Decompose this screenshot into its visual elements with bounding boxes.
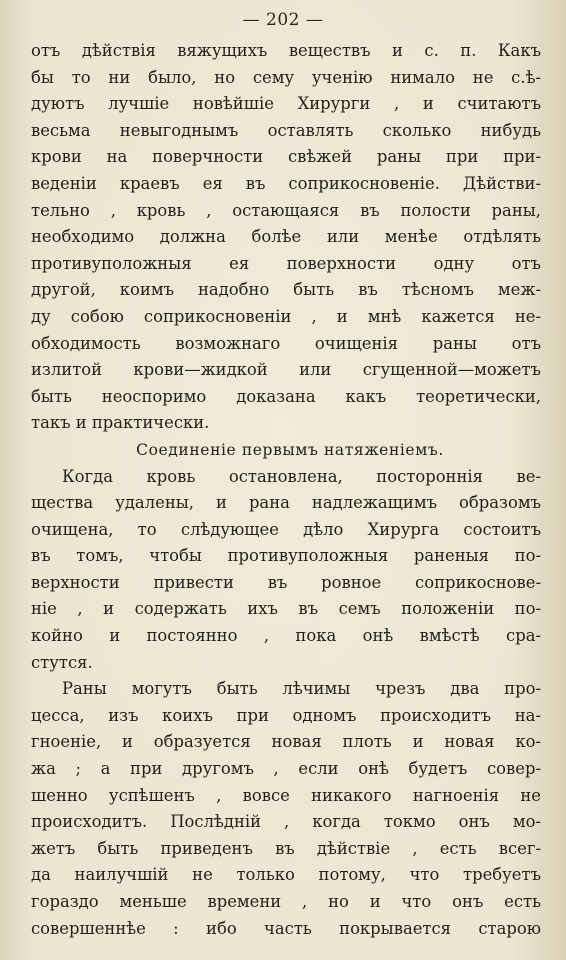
- text-line: щества удалены, и рана надлежащимъ образомъ: [31, 493, 541, 513]
- section-heading: Соединеніе первымъ натяженіемъ.: [136, 440, 444, 459]
- text-line: излитой крови—жидкой или сгущенной—можетъ: [31, 360, 541, 380]
- text-line: другой, коимъ надобно быть въ тѣсномъ меж-: [31, 280, 541, 300]
- text-line: гораздо меньше времени , но и что онъ есть: [31, 892, 541, 911]
- text-line: весьма невыгоднымъ оставлять сколько нибудь: [31, 120, 541, 140]
- text-line: тельно , кровь , остающаяся въ полости раны,: [31, 200, 541, 220]
- text-line: въ томъ, чтобы противуположныя раненыя по-: [31, 546, 541, 566]
- text-line: ду собою соприкосновеніи , и мнѣ кажется не-: [31, 306, 541, 326]
- text-line: койно и постоянно , пока онѣ вмѣстѣ сра-: [31, 626, 541, 646]
- paragraph-2: [31, 464, 541, 677]
- text-line: цесса, изъ коихъ при одномъ происходитъ на-: [31, 705, 541, 725]
- page-text: [31, 38, 541, 942]
- text-line: верхности привести въ ровное соприкоснове-: [31, 572, 541, 592]
- text-line: обходимость возможнаго очищенія раны отъ: [31, 333, 541, 353]
- text-line: быть неоспоримо доказана какъ теоретически,: [31, 386, 541, 406]
- text-line: отъ дѣйствія вяжущихъ веществъ и с. п. Какъ: [31, 41, 541, 60]
- text-line: гноеніе, и образуется новая плоть и новая ко-: [31, 732, 541, 752]
- text-line: бы то ни было, но сему ученію нимало не с.ѣ-: [31, 67, 541, 87]
- text-line: совершеннѣе : ибо часть покрывается старою: [31, 918, 541, 938]
- paragraph-3: [31, 676, 541, 942]
- text-line: Раны могутъ быть лѣчимы чрезъ два про-: [62, 679, 541, 699]
- text-line: очищена, то слѣдующее дѣло Хирурга состоитъ: [31, 519, 541, 539]
- text-line: стутся.: [31, 652, 93, 672]
- text-line: шенно успѣшенъ , вовсе никакого нагноенія не: [31, 785, 541, 805]
- text-line: жетъ быть приведенъ въ дѣйствіе , есть всег-: [31, 838, 541, 858]
- text-line: Когда кровь остановлена, постороннія ве-: [62, 466, 541, 486]
- text-line: дуютъ лучшіе новѣйшіе Хирурги , и считаютъ: [31, 94, 541, 114]
- page-number: — 202 —: [242, 10, 324, 30]
- text-line: происходитъ. Послѣдній , когда токмо онъ мо-: [31, 812, 541, 832]
- text-line: да наилучшій не только потому, что требуетъ: [31, 865, 541, 885]
- text-line: такъ и практически.: [31, 413, 210, 433]
- text-line: веденіи краевъ ея въ соприкосновеніе. Дѣйстви-: [31, 173, 541, 193]
- paragraph-1: [31, 38, 541, 437]
- text-line: ніе , и содержать ихъ въ семъ положеніи по-: [31, 599, 541, 619]
- text-line: противуположныя ея поверхности одну отъ: [31, 253, 541, 273]
- text-line: жа ; а при другомъ , если онѣ будетъ совер-: [31, 759, 541, 779]
- text-line: крови на поверчности свѣжей раны при при-: [31, 147, 541, 167]
- text-line: необходимо должна болѣе или менѣе отдѣлять: [31, 227, 541, 247]
